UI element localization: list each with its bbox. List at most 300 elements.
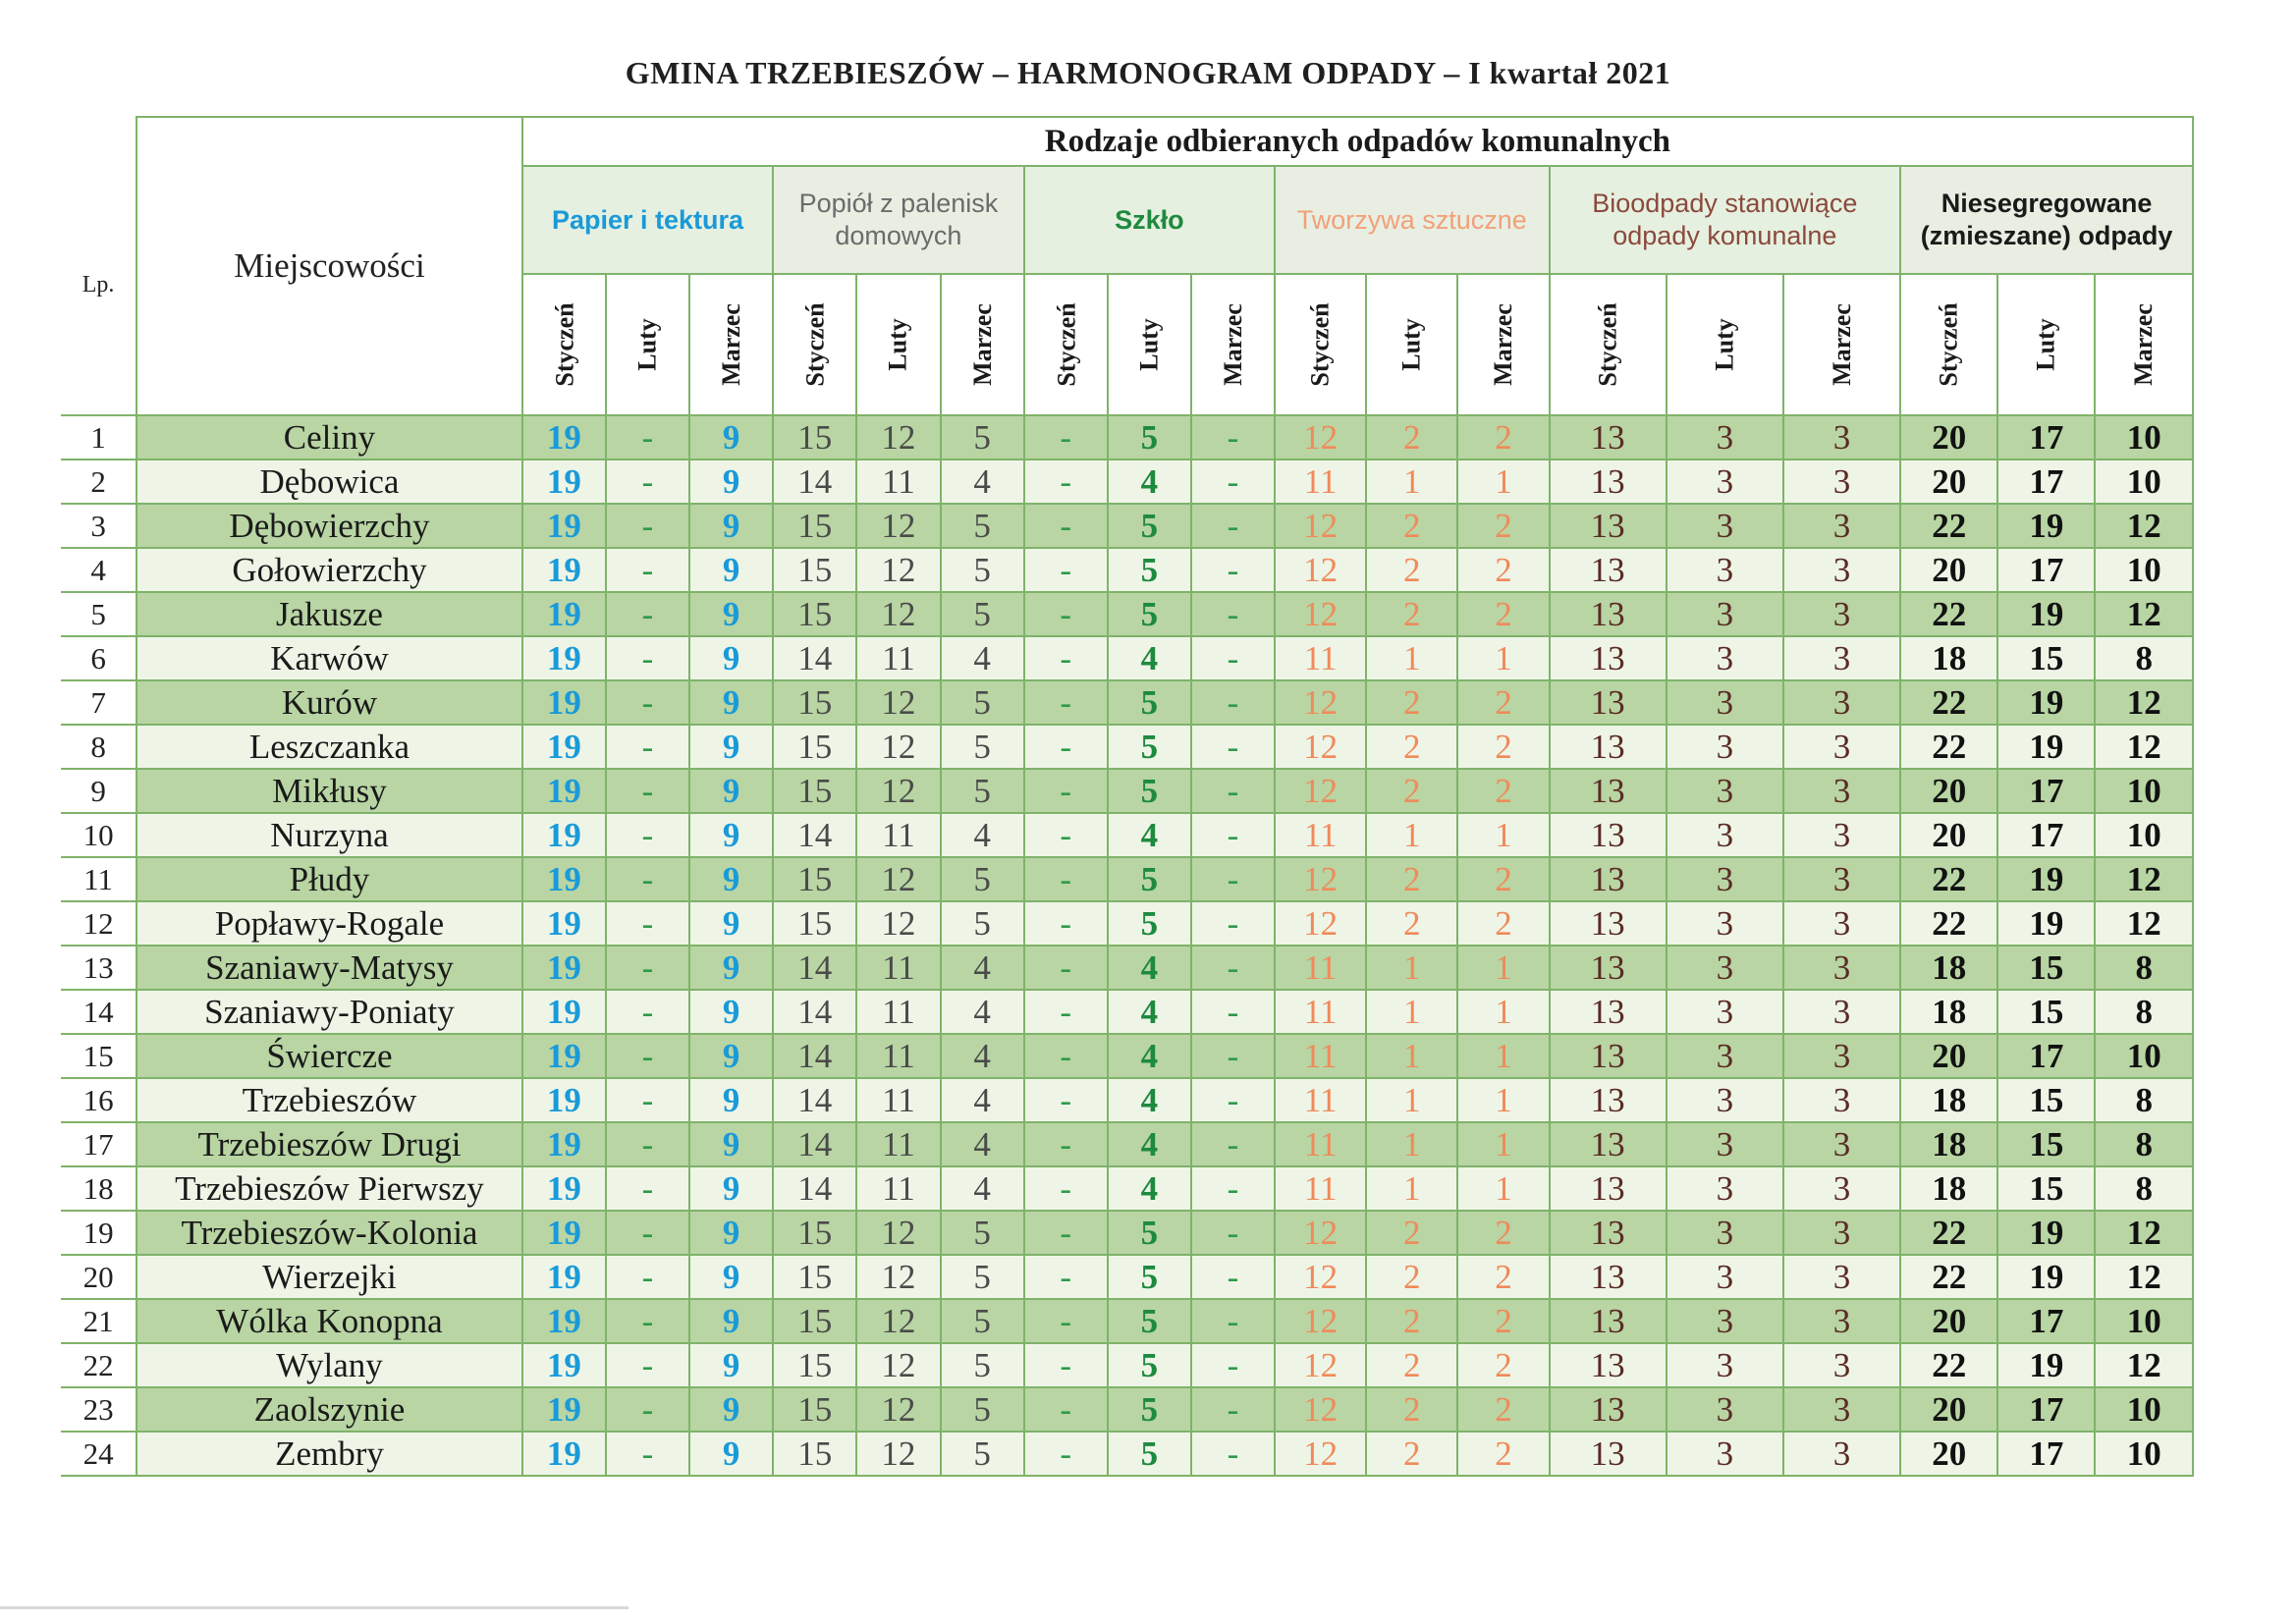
- date-cell-bio-styczen: 13: [1550, 1122, 1667, 1166]
- date-cell-popiol-styczen: 15: [773, 1432, 856, 1476]
- date-cell-szklo-marzec: -: [1191, 857, 1275, 901]
- row-number: 5: [61, 592, 137, 636]
- date-cell-papier-marzec: 9: [689, 990, 773, 1034]
- date-cell-papier-luty: -: [606, 1255, 689, 1299]
- date-cell-bio-marzec: 3: [1783, 1432, 1900, 1476]
- row-number: 9: [61, 769, 137, 813]
- month-label: Styczeń: [1593, 302, 1622, 387]
- date-cell-bio-styczen: 13: [1550, 901, 1667, 946]
- month-header-papier-marzec: [689, 274, 773, 415]
- date-cell-popiol-styczen: 15: [773, 1343, 856, 1387]
- locality-name: Dębowierzchy: [137, 504, 522, 548]
- date-cell-bio-styczen: 13: [1550, 813, 1667, 857]
- date-cell-papier-luty: -: [606, 1034, 689, 1078]
- date-cell-bio-marzec: 3: [1783, 769, 1900, 813]
- date-cell-bio-marzec: 3: [1783, 636, 1900, 680]
- date-cell-szklo-styczen: -: [1024, 725, 1108, 769]
- date-cell-popiol-marzec: 4: [941, 990, 1024, 1034]
- date-cell-szklo-luty: 5: [1108, 415, 1191, 460]
- date-cell-tworz-luty: 1: [1366, 1034, 1457, 1078]
- table-row: [61, 415, 2193, 460]
- date-cell-nies-styczen: 20: [1900, 460, 1997, 504]
- date-cell-szklo-marzec: -: [1191, 1299, 1275, 1343]
- date-cell-nies-styczen: 20: [1900, 1299, 1997, 1343]
- date-cell-papier-styczen: 19: [522, 1211, 606, 1255]
- table-row: [61, 857, 2193, 901]
- date-cell-bio-marzec: 3: [1783, 1078, 1900, 1122]
- locality-name: Płudy: [137, 857, 522, 901]
- date-cell-popiol-luty: 12: [856, 1387, 940, 1432]
- date-cell-bio-styczen: 13: [1550, 504, 1667, 548]
- group-header-tworzywa: Tworzywa sztuczne: [1275, 166, 1549, 274]
- date-cell-papier-luty: -: [606, 548, 689, 592]
- date-cell-szklo-styczen: -: [1024, 1255, 1108, 1299]
- month-label: Luty: [2031, 318, 2060, 371]
- date-cell-tworz-styczen: 12: [1275, 680, 1366, 725]
- date-cell-szklo-styczen: -: [1024, 548, 1108, 592]
- date-cell-szklo-marzec: -: [1191, 1343, 1275, 1387]
- date-cell-popiol-styczen: 15: [773, 1255, 856, 1299]
- date-cell-nies-marzec: 10: [2095, 415, 2193, 460]
- date-cell-szklo-luty: 4: [1108, 636, 1191, 680]
- date-cell-tworz-styczen: 11: [1275, 460, 1366, 504]
- date-cell-nies-styczen: 20: [1900, 769, 1997, 813]
- date-cell-nies-marzec: 12: [2095, 1343, 2193, 1387]
- date-cell-szklo-marzec: -: [1191, 1034, 1275, 1078]
- date-cell-popiol-luty: 11: [856, 813, 940, 857]
- date-cell-tworz-luty: 1: [1366, 636, 1457, 680]
- month-label: Styczeń: [550, 302, 579, 387]
- date-cell-bio-marzec: 3: [1783, 813, 1900, 857]
- date-cell-papier-styczen: 19: [522, 1166, 606, 1211]
- date-cell-papier-styczen: 19: [522, 1078, 606, 1122]
- locality-name: Jakusze: [137, 592, 522, 636]
- date-cell-szklo-marzec: -: [1191, 415, 1275, 460]
- date-cell-nies-luty: 19: [1997, 680, 2095, 725]
- row-number: 23: [61, 1387, 137, 1432]
- date-cell-nies-luty: 19: [1997, 1211, 2095, 1255]
- row-number: 24: [61, 1432, 137, 1476]
- date-cell-nies-marzec: 10: [2095, 1387, 2193, 1432]
- date-cell-papier-styczen: 19: [522, 946, 606, 990]
- date-cell-popiol-luty: 12: [856, 1432, 940, 1476]
- date-cell-tworz-luty: 2: [1366, 1387, 1457, 1432]
- date-cell-nies-styczen: 20: [1900, 1432, 1997, 1476]
- date-cell-tworz-luty: 1: [1366, 460, 1457, 504]
- date-cell-tworz-marzec: 1: [1457, 990, 1549, 1034]
- month-label: Styczeń: [1934, 302, 1963, 387]
- date-cell-tworz-luty: 2: [1366, 680, 1457, 725]
- date-cell-bio-luty: 3: [1667, 901, 1783, 946]
- date-cell-popiol-marzec: 4: [941, 813, 1024, 857]
- table-row: [61, 1034, 2193, 1078]
- date-cell-bio-styczen: 13: [1550, 1432, 1667, 1476]
- month-header-szklo-luty: [1108, 274, 1191, 415]
- date-cell-tworz-styczen: 11: [1275, 990, 1366, 1034]
- date-cell-szklo-marzec: -: [1191, 592, 1275, 636]
- date-cell-nies-luty: 17: [1997, 1432, 2095, 1476]
- table-row: [61, 1166, 2193, 1211]
- date-cell-szklo-styczen: -: [1024, 1122, 1108, 1166]
- date-cell-szklo-marzec: -: [1191, 1211, 1275, 1255]
- date-cell-tworz-styczen: 12: [1275, 504, 1366, 548]
- date-cell-nies-marzec: 10: [2095, 548, 2193, 592]
- date-cell-tworz-styczen: 12: [1275, 901, 1366, 946]
- date-cell-popiol-luty: 11: [856, 1034, 940, 1078]
- date-cell-popiol-luty: 12: [856, 901, 940, 946]
- date-cell-papier-luty: -: [606, 1211, 689, 1255]
- date-cell-szklo-marzec: -: [1191, 636, 1275, 680]
- date-cell-papier-styczen: 19: [522, 901, 606, 946]
- date-cell-bio-marzec: 3: [1783, 857, 1900, 901]
- date-cell-nies-marzec: 12: [2095, 725, 2193, 769]
- date-cell-bio-luty: 3: [1667, 990, 1783, 1034]
- locality-name: Trzebieszów Drugi: [137, 1122, 522, 1166]
- date-cell-tworz-styczen: 12: [1275, 857, 1366, 901]
- date-cell-tworz-styczen: 12: [1275, 548, 1366, 592]
- date-cell-popiol-luty: 12: [856, 1299, 940, 1343]
- date-cell-szklo-styczen: -: [1024, 460, 1108, 504]
- date-cell-bio-luty: 3: [1667, 1299, 1783, 1343]
- date-cell-bio-luty: 3: [1667, 857, 1783, 901]
- locality-name: Wylany: [137, 1343, 522, 1387]
- date-cell-bio-luty: 3: [1667, 1122, 1783, 1166]
- date-cell-papier-styczen: 19: [522, 415, 606, 460]
- date-cell-papier-marzec: 9: [689, 1122, 773, 1166]
- date-cell-bio-marzec: 3: [1783, 415, 1900, 460]
- date-cell-tworz-luty: 2: [1366, 1211, 1457, 1255]
- date-cell-popiol-marzec: 5: [941, 1343, 1024, 1387]
- table-row: [61, 1211, 2193, 1255]
- date-cell-nies-luty: 15: [1997, 1122, 2095, 1166]
- date-cell-nies-luty: 19: [1997, 725, 2095, 769]
- date-cell-bio-luty: 3: [1667, 1432, 1783, 1476]
- date-cell-tworz-luty: 2: [1366, 1432, 1457, 1476]
- date-cell-popiol-marzec: 4: [941, 1078, 1024, 1122]
- date-cell-popiol-styczen: 15: [773, 415, 856, 460]
- date-cell-szklo-luty: 5: [1108, 1432, 1191, 1476]
- date-cell-popiol-luty: 12: [856, 1255, 940, 1299]
- date-cell-tworz-marzec: 2: [1457, 1432, 1549, 1476]
- date-cell-nies-marzec: 12: [2095, 592, 2193, 636]
- table-row: [61, 592, 2193, 636]
- date-cell-papier-styczen: 19: [522, 813, 606, 857]
- date-cell-bio-luty: 3: [1667, 769, 1783, 813]
- date-cell-tworz-marzec: 2: [1457, 1343, 1549, 1387]
- date-cell-popiol-styczen: 15: [773, 504, 856, 548]
- date-cell-bio-styczen: 13: [1550, 636, 1667, 680]
- date-cell-tworz-marzec: 1: [1457, 636, 1549, 680]
- page-title: GMINA TRZEBIESZÓW – HARMONOGRAM ODPADY – I kwartał 2021: [625, 55, 1671, 90]
- date-cell-popiol-styczen: 14: [773, 460, 856, 504]
- date-cell-papier-marzec: 9: [689, 901, 773, 946]
- date-cell-bio-styczen: 13: [1550, 1299, 1667, 1343]
- row-number: 21: [61, 1299, 137, 1343]
- date-cell-popiol-marzec: 4: [941, 1166, 1024, 1211]
- date-cell-nies-styczen: 18: [1900, 946, 1997, 990]
- date-cell-bio-styczen: 13: [1550, 415, 1667, 460]
- date-cell-szklo-styczen: -: [1024, 1299, 1108, 1343]
- date-cell-szklo-styczen: -: [1024, 1166, 1108, 1211]
- date-cell-tworz-marzec: 2: [1457, 1387, 1549, 1432]
- date-cell-szklo-luty: 5: [1108, 1255, 1191, 1299]
- date-cell-nies-styczen: 20: [1900, 1034, 1997, 1078]
- row-number: 11: [61, 857, 137, 901]
- date-cell-szklo-luty: 4: [1108, 1122, 1191, 1166]
- date-cell-tworz-luty: 1: [1366, 1122, 1457, 1166]
- date-cell-nies-marzec: 8: [2095, 1166, 2193, 1211]
- date-cell-nies-styczen: 22: [1900, 1343, 1997, 1387]
- date-cell-szklo-luty: 4: [1108, 1078, 1191, 1122]
- date-cell-bio-styczen: 13: [1550, 1343, 1667, 1387]
- date-cell-szklo-styczen: -: [1024, 1387, 1108, 1432]
- date-cell-szklo-marzec: -: [1191, 725, 1275, 769]
- date-cell-bio-marzec: 3: [1783, 460, 1900, 504]
- date-cell-popiol-luty: 12: [856, 592, 940, 636]
- date-cell-tworz-styczen: 12: [1275, 1211, 1366, 1255]
- date-cell-nies-styczen: 22: [1900, 1211, 1997, 1255]
- date-cell-tworz-luty: 1: [1366, 1078, 1457, 1122]
- date-cell-popiol-marzec: 5: [941, 1432, 1024, 1476]
- date-cell-bio-marzec: 3: [1783, 901, 1900, 946]
- date-cell-popiol-luty: 12: [856, 504, 940, 548]
- date-cell-nies-marzec: 8: [2095, 1122, 2193, 1166]
- date-cell-popiol-luty: 11: [856, 946, 940, 990]
- locality-name: Gołowierzchy: [137, 548, 522, 592]
- date-cell-nies-luty: 19: [1997, 1255, 2095, 1299]
- date-cell-nies-styczen: 18: [1900, 636, 1997, 680]
- month-header-papier-styczen: [522, 274, 606, 415]
- date-cell-tworz-marzec: 2: [1457, 1299, 1549, 1343]
- date-cell-papier-marzec: 9: [689, 1255, 773, 1299]
- header-rodzaje: Rodzaje odbieranych odpadów komunalnych: [522, 117, 2193, 166]
- date-cell-popiol-styczen: 14: [773, 636, 856, 680]
- date-cell-bio-luty: 3: [1667, 725, 1783, 769]
- date-cell-papier-styczen: 19: [522, 592, 606, 636]
- date-cell-nies-marzec: 12: [2095, 504, 2193, 548]
- date-cell-tworz-marzec: 1: [1457, 813, 1549, 857]
- date-cell-papier-styczen: 19: [522, 1432, 606, 1476]
- date-cell-szklo-luty: 5: [1108, 901, 1191, 946]
- date-cell-tworz-styczen: 12: [1275, 769, 1366, 813]
- date-cell-szklo-marzec: -: [1191, 1122, 1275, 1166]
- month-label: Marzec: [716, 303, 745, 386]
- group-header-szklo: Szkło: [1024, 166, 1275, 274]
- date-cell-popiol-luty: 11: [856, 1166, 940, 1211]
- date-cell-popiol-styczen: 14: [773, 1034, 856, 1078]
- row-number: 19: [61, 1211, 137, 1255]
- date-cell-szklo-styczen: -: [1024, 1343, 1108, 1387]
- date-cell-papier-marzec: 9: [689, 504, 773, 548]
- date-cell-nies-marzec: 10: [2095, 460, 2193, 504]
- month-header-bio-styczen: [1550, 274, 1667, 415]
- date-cell-popiol-marzec: 5: [941, 1387, 1024, 1432]
- date-cell-papier-luty: -: [606, 1078, 689, 1122]
- date-cell-papier-luty: -: [606, 1432, 689, 1476]
- date-cell-nies-luty: 15: [1997, 990, 2095, 1034]
- date-cell-szklo-luty: 5: [1108, 548, 1191, 592]
- date-cell-nies-luty: 19: [1997, 901, 2095, 946]
- locality-name: Wierzejki: [137, 1255, 522, 1299]
- month-label: Marzec: [2129, 303, 2159, 386]
- date-cell-szklo-marzec: -: [1191, 1432, 1275, 1476]
- locality-name: Mikłusy: [137, 769, 522, 813]
- date-cell-popiol-styczen: 15: [773, 725, 856, 769]
- date-cell-nies-styczen: 20: [1900, 548, 1997, 592]
- date-cell-papier-luty: -: [606, 990, 689, 1034]
- row-number: 22: [61, 1343, 137, 1387]
- date-cell-szklo-marzec: -: [1191, 548, 1275, 592]
- date-cell-tworz-styczen: 12: [1275, 1387, 1366, 1432]
- date-cell-tworz-marzec: 1: [1457, 1166, 1549, 1211]
- date-cell-tworz-marzec: 2: [1457, 504, 1549, 548]
- group-header-niesegregowane: Niesegregowane (zmieszane) odpady: [1900, 166, 2193, 274]
- date-cell-szklo-marzec: -: [1191, 1255, 1275, 1299]
- table-row: [61, 1387, 2193, 1432]
- date-cell-szklo-styczen: -: [1024, 636, 1108, 680]
- date-cell-papier-luty: -: [606, 725, 689, 769]
- date-cell-popiol-luty: 11: [856, 1122, 940, 1166]
- date-cell-nies-luty: 17: [1997, 1299, 2095, 1343]
- row-number: 12: [61, 901, 137, 946]
- date-cell-popiol-styczen: 15: [773, 680, 856, 725]
- date-cell-papier-marzec: 9: [689, 725, 773, 769]
- date-cell-bio-marzec: 3: [1783, 592, 1900, 636]
- locality-name: Trzebieszów-Kolonia: [137, 1211, 522, 1255]
- date-cell-papier-luty: -: [606, 460, 689, 504]
- locality-name: Trzebieszów Pierwszy: [137, 1166, 522, 1211]
- date-cell-papier-luty: -: [606, 504, 689, 548]
- date-cell-szklo-styczen: -: [1024, 769, 1108, 813]
- date-cell-nies-styczen: 22: [1900, 901, 1997, 946]
- date-cell-tworz-styczen: 11: [1275, 636, 1366, 680]
- date-cell-papier-luty: -: [606, 813, 689, 857]
- date-cell-popiol-marzec: 4: [941, 460, 1024, 504]
- date-cell-szklo-luty: 5: [1108, 1343, 1191, 1387]
- date-cell-szklo-styczen: -: [1024, 990, 1108, 1034]
- table-row: [61, 460, 2193, 504]
- date-cell-popiol-luty: 11: [856, 1078, 940, 1122]
- date-cell-papier-marzec: 9: [689, 857, 773, 901]
- date-cell-bio-luty: 3: [1667, 1343, 1783, 1387]
- date-cell-tworz-marzec: 2: [1457, 725, 1549, 769]
- date-cell-nies-styczen: 22: [1900, 504, 1997, 548]
- date-cell-nies-luty: 17: [1997, 1387, 2095, 1432]
- date-cell-tworz-styczen: 12: [1275, 592, 1366, 636]
- date-cell-tworz-marzec: 1: [1457, 1078, 1549, 1122]
- month-header-bio-luty: [1667, 274, 1783, 415]
- date-cell-szklo-luty: 5: [1108, 1211, 1191, 1255]
- date-cell-nies-styczen: 18: [1900, 1078, 1997, 1122]
- date-cell-popiol-styczen: 15: [773, 1387, 856, 1432]
- month-label: Luty: [1710, 318, 1739, 371]
- date-cell-popiol-luty: 12: [856, 857, 940, 901]
- date-cell-nies-styczen: 22: [1900, 725, 1997, 769]
- date-cell-nies-marzec: 12: [2095, 857, 2193, 901]
- date-cell-nies-luty: 17: [1997, 460, 2095, 504]
- month-header-tworz-luty: [1366, 274, 1457, 415]
- date-cell-szklo-styczen: -: [1024, 680, 1108, 725]
- date-cell-bio-marzec: 3: [1783, 548, 1900, 592]
- date-cell-popiol-styczen: 15: [773, 548, 856, 592]
- date-cell-papier-styczen: 19: [522, 1122, 606, 1166]
- date-cell-papier-marzec: 9: [689, 1343, 773, 1387]
- date-cell-szklo-luty: 4: [1108, 990, 1191, 1034]
- date-cell-bio-marzec: 3: [1783, 1387, 1900, 1432]
- date-cell-nies-luty: 19: [1997, 592, 2095, 636]
- locality-name: Wólka Konopna: [137, 1299, 522, 1343]
- date-cell-bio-marzec: 3: [1783, 504, 1900, 548]
- month-label: Marzec: [1488, 303, 1517, 386]
- date-cell-nies-marzec: 10: [2095, 769, 2193, 813]
- date-cell-nies-luty: 15: [1997, 946, 2095, 990]
- group-header-papier: Papier i tektura: [522, 166, 773, 274]
- date-cell-popiol-marzec: 5: [941, 415, 1024, 460]
- date-cell-bio-marzec: 3: [1783, 1343, 1900, 1387]
- date-cell-papier-styczen: 19: [522, 504, 606, 548]
- table-row: [61, 813, 2193, 857]
- group-header-bioodpady: Bioodpady stanowiące odpady komunalne: [1550, 166, 1901, 274]
- date-cell-popiol-marzec: 4: [941, 636, 1024, 680]
- date-cell-bio-styczen: 13: [1550, 990, 1667, 1034]
- date-cell-bio-luty: 3: [1667, 548, 1783, 592]
- date-cell-popiol-luty: 11: [856, 636, 940, 680]
- date-cell-szklo-luty: 4: [1108, 946, 1191, 990]
- date-cell-nies-marzec: 8: [2095, 636, 2193, 680]
- date-cell-tworz-luty: 2: [1366, 504, 1457, 548]
- date-cell-papier-styczen: 19: [522, 1387, 606, 1432]
- date-cell-nies-luty: 17: [1997, 769, 2095, 813]
- date-cell-papier-marzec: 9: [689, 548, 773, 592]
- row-number: 13: [61, 946, 137, 990]
- date-cell-bio-styczen: 13: [1550, 460, 1667, 504]
- date-cell-nies-luty: 19: [1997, 857, 2095, 901]
- row-number: 8: [61, 725, 137, 769]
- date-cell-papier-marzec: 9: [689, 769, 773, 813]
- month-header-nies-styczen: [1900, 274, 1997, 415]
- date-cell-bio-marzec: 3: [1783, 1211, 1900, 1255]
- month-header-popiol-styczen: [773, 274, 856, 415]
- month-label: Styczeń: [1052, 302, 1081, 387]
- date-cell-nies-luty: 17: [1997, 415, 2095, 460]
- date-cell-popiol-marzec: 4: [941, 1122, 1024, 1166]
- date-cell-nies-marzec: 12: [2095, 1211, 2193, 1255]
- date-cell-popiol-marzec: 5: [941, 769, 1024, 813]
- date-cell-papier-styczen: 19: [522, 1034, 606, 1078]
- date-cell-papier-marzec: 9: [689, 1211, 773, 1255]
- row-number: 7: [61, 680, 137, 725]
- date-cell-papier-luty: -: [606, 1343, 689, 1387]
- date-cell-popiol-styczen: 15: [773, 857, 856, 901]
- date-cell-tworz-styczen: 11: [1275, 1122, 1366, 1166]
- date-cell-popiol-styczen: 14: [773, 813, 856, 857]
- row-number: 4: [61, 548, 137, 592]
- date-cell-popiol-luty: 11: [856, 460, 940, 504]
- date-cell-szklo-luty: 4: [1108, 1166, 1191, 1211]
- date-cell-bio-marzec: 3: [1783, 946, 1900, 990]
- date-cell-bio-styczen: 13: [1550, 1387, 1667, 1432]
- date-cell-popiol-styczen: 14: [773, 1078, 856, 1122]
- date-cell-papier-marzec: 9: [689, 1034, 773, 1078]
- date-cell-tworz-marzec: 2: [1457, 901, 1549, 946]
- date-cell-popiol-marzec: 5: [941, 1211, 1024, 1255]
- date-cell-nies-marzec: 10: [2095, 813, 2193, 857]
- date-cell-tworz-styczen: 12: [1275, 1343, 1366, 1387]
- date-cell-popiol-marzec: 5: [941, 725, 1024, 769]
- date-cell-popiol-marzec: 5: [941, 901, 1024, 946]
- date-cell-nies-marzec: 8: [2095, 990, 2193, 1034]
- date-cell-bio-luty: 3: [1667, 1034, 1783, 1078]
